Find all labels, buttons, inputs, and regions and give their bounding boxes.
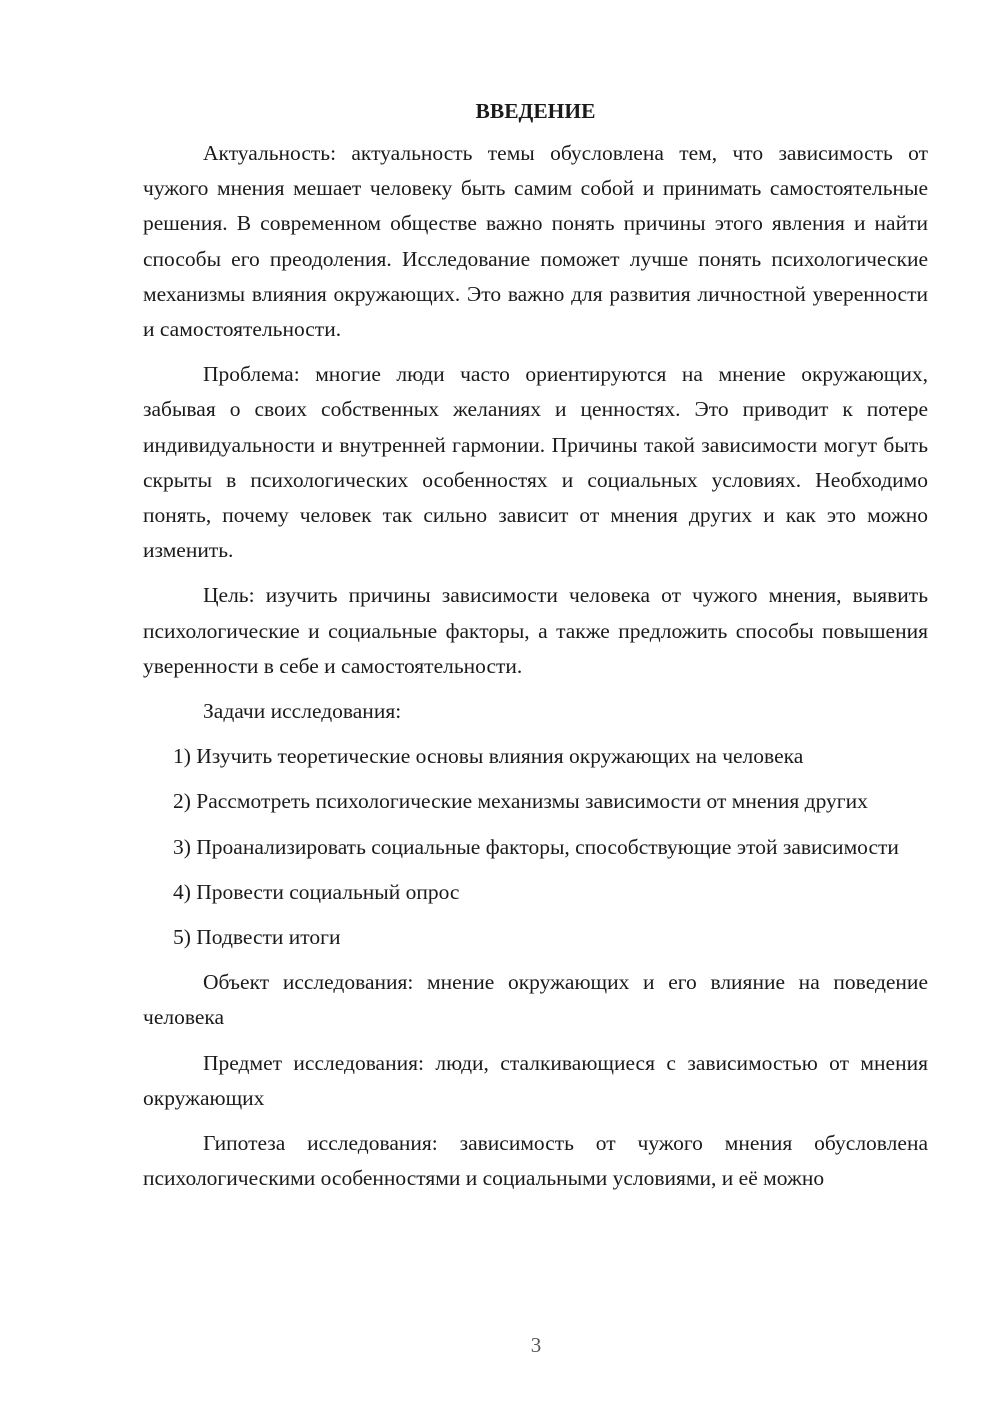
hypothesis-paragraph: Гипотеза исследования: зависимость от чужого мнения обусловлена психологическими особенностями и социальными условиями, и её можно [143, 1131, 928, 1191]
task-item-3: 3) Проанализировать социальные факторы, способствующие этой зависимости [173, 834, 899, 859]
task-item-1: 1) Изучить теоретические основы влияния окружающих на человека [173, 744, 804, 769]
task-item-5: 5) Подвести итоги [173, 925, 341, 950]
document-title: ВВЕДЕНИЕ [475, 99, 596, 123]
tasks-heading: Задачи исследования: [203, 699, 402, 724]
goal-paragraph: Цель: изучить причины зависимости человека от чужого мнения, выявить психологические и социальные факторы, а также предложить способы повышения уверенности в себе и самостоятельности. [143, 583, 928, 678]
document-page [143, 96, 928, 1206]
object-paragraph: Объект исследования: мнение окружающих и его влияние на поведение человека [143, 970, 928, 1030]
subject-paragraph: Предмет исследования: люди, сталкивающиеся с зависимостью от мнения окружающих [143, 1050, 928, 1110]
task-item-4: 4) Провести социальный опрос [173, 879, 460, 904]
task-item-2: 2) Рассмотреть психологические механизмы зависимости от мнения других [173, 789, 868, 814]
page-number: 3 [530, 1333, 542, 1357]
problem-paragraph: Проблема: многие люди часто ориентируются на мнение окружающих, забывая о своих собственных желаниях и ценностях. Это приводит к потере индивидуальности и внутренней гармонии. Причины такой зависимости могут быть скрыты в психологических особенностях и социальных условиях. Необходимо понять, почему человек так сильно зависит от мнения других и как это можно изменить. [143, 362, 928, 563]
relevance-paragraph: Актуальность: актуальность темы обусловлена тем, что зависимость от чужого мнения мешает человеку быть самим собой и принимать самостоятельные решения. В современном обществе важно понять причины этого явления и найти способы его преодоления. Исследование поможет лучше понять психологические механизмы влияния окружающих. Это важно для развития личностной уверенности и самостоятельности. [143, 141, 928, 342]
